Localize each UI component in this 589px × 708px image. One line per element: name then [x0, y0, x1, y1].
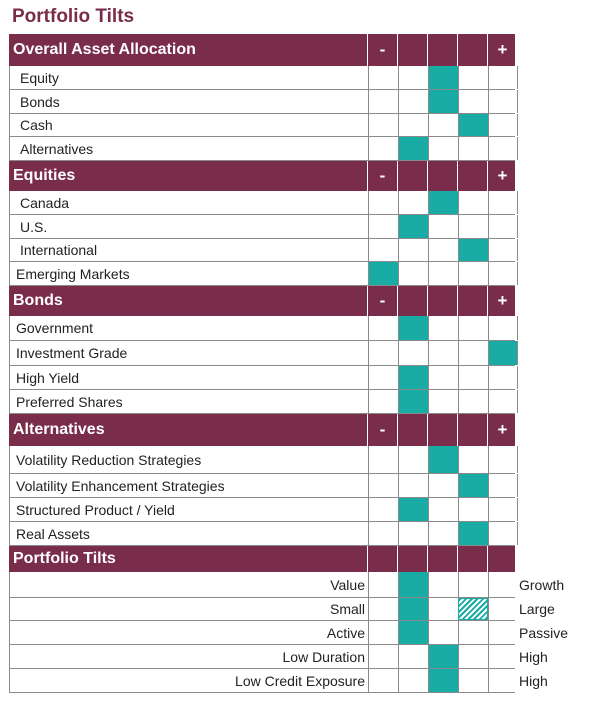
position-marker: [398, 215, 428, 238]
empty-cell: [368, 239, 398, 261]
tilt-row: [9, 645, 548, 669]
allocation-row: [9, 366, 515, 390]
empty-cell: [488, 645, 518, 668]
empty-cell: [368, 645, 398, 668]
row-label: International: [20, 242, 98, 258]
tilt-right-label: Large: [519, 601, 555, 617]
allocation-row: [9, 474, 515, 498]
position-marker: [458, 239, 488, 261]
position-marker: [428, 669, 458, 692]
position-marker: [398, 621, 428, 644]
empty-cell: [458, 498, 488, 521]
position-marker: [458, 114, 488, 136]
empty-cell: [398, 66, 428, 89]
empty-cell: [458, 66, 488, 89]
position-marker: [398, 316, 428, 340]
empty-cell: [488, 474, 518, 497]
empty-cell: [458, 446, 488, 473]
section-header: [9, 414, 515, 446]
allocation-row: [9, 341, 515, 366]
section-header: [9, 161, 515, 191]
overweight-symbol: +: [487, 414, 517, 446]
empty-cell: [368, 114, 398, 136]
header-column-2: [397, 546, 427, 572]
empty-cell: [428, 621, 458, 644]
empty-cell: [488, 522, 518, 545]
section-header-label: Bonds: [13, 292, 63, 309]
allocation-row: [9, 239, 515, 262]
empty-cell: [398, 239, 428, 261]
empty-cell: [488, 191, 518, 214]
empty-cell: [398, 262, 428, 285]
empty-cell: [428, 316, 458, 340]
empty-cell: [368, 191, 398, 214]
empty-cell: [368, 598, 398, 620]
allocation-row: [9, 66, 515, 90]
empty-cell: [488, 572, 518, 597]
overweight-symbol: +: [487, 161, 517, 191]
tilt-row: [9, 572, 565, 598]
allocation-row: [9, 215, 515, 239]
empty-cell: [488, 316, 518, 340]
empty-cell: [428, 390, 458, 413]
position-marker: [398, 390, 428, 413]
empty-cell: [458, 262, 488, 285]
page-title: Portfolio Tilts: [12, 6, 135, 27]
position-marker: [398, 598, 428, 620]
row-label: Emerging Markets: [16, 265, 130, 282]
empty-cell: [368, 66, 398, 89]
row-label: Real Assets: [16, 525, 90, 542]
position-marker: [488, 341, 518, 365]
allocation-row: [9, 522, 515, 546]
allocation-row: [9, 114, 515, 137]
empty-cell: [488, 215, 518, 238]
empty-cell: [368, 137, 398, 160]
position-marker: [398, 137, 428, 160]
empty-cell: [428, 114, 458, 136]
row-label: Volatility Reduction Strategies: [16, 451, 202, 468]
allocation-row: [9, 262, 515, 286]
empty-cell: [458, 215, 488, 238]
empty-cell: [458, 572, 488, 597]
header-column-2: [397, 161, 427, 191]
empty-cell: [398, 645, 428, 668]
position-marker: [428, 446, 458, 473]
section-header-label: Overall Asset Allocation: [13, 41, 196, 58]
empty-cell: [488, 598, 518, 620]
position-marker: [368, 262, 398, 285]
header-column-3: [427, 414, 457, 446]
position-marker: [428, 66, 458, 89]
row-label: Volatility Enhancement Strategies: [16, 477, 225, 494]
empty-cell: [428, 498, 458, 521]
empty-cell: [488, 621, 518, 644]
tilt-left-label: Low Duration: [282, 648, 365, 665]
empty-cell: [458, 341, 488, 365]
empty-cell: [368, 215, 398, 238]
empty-cell: [488, 669, 518, 692]
empty-cell: [428, 474, 458, 497]
empty-cell: [368, 341, 398, 365]
section-header: [9, 286, 515, 316]
position-marker: [458, 522, 488, 545]
underweight-symbol: -: [367, 414, 397, 446]
target-marker: [458, 598, 488, 620]
allocation-row: [9, 90, 515, 114]
empty-cell: [488, 239, 518, 261]
row-label: Investment Grade: [16, 345, 128, 361]
empty-cell: [488, 366, 518, 389]
header-column-1: [367, 546, 397, 572]
position-marker: [428, 191, 458, 214]
empty-cell: [368, 522, 398, 545]
empty-cell: [488, 90, 518, 113]
tilt-right-label: High: [519, 648, 548, 665]
header-column-3: [427, 34, 457, 66]
underweight-symbol: -: [367, 161, 397, 191]
header-column-4: [457, 546, 487, 572]
empty-cell: [398, 341, 428, 365]
empty-cell: [368, 316, 398, 340]
underweight-symbol: -: [367, 34, 397, 66]
empty-cell: [428, 137, 458, 160]
empty-cell: [458, 621, 488, 644]
header-column-2: [397, 414, 427, 446]
empty-cell: [458, 137, 488, 160]
tilt-left-label: Low Credit Exposure: [235, 672, 365, 689]
empty-cell: [428, 522, 458, 545]
position-marker: [458, 474, 488, 497]
header-column-4: [457, 34, 487, 66]
empty-cell: [458, 645, 488, 668]
header-column-5: [487, 546, 517, 572]
position-marker: [428, 645, 458, 668]
row-label: Government: [16, 320, 94, 336]
header-column-3: [427, 546, 457, 572]
empty-cell: [428, 366, 458, 389]
row-label: Bonds: [20, 93, 60, 110]
row-label: Cash: [20, 117, 53, 133]
tilt-right-label: Passive: [519, 624, 569, 641]
empty-cell: [488, 137, 518, 160]
empty-cell: [428, 215, 458, 238]
empty-cell: [488, 390, 518, 413]
row-label: High Yield: [16, 369, 80, 386]
allocation-row: [9, 191, 515, 215]
row-label: Canada: [20, 194, 70, 211]
position-marker: [398, 572, 428, 597]
empty-cell: [398, 191, 428, 214]
empty-cell: [398, 522, 428, 545]
header-column-3: [427, 161, 457, 191]
header-column-4: [457, 286, 487, 316]
empty-cell: [368, 498, 398, 521]
overweight-symbol: +: [487, 286, 517, 316]
empty-cell: [368, 390, 398, 413]
empty-cell: [368, 669, 398, 692]
empty-cell: [398, 114, 428, 136]
section-header: [9, 34, 515, 66]
allocation-row: [9, 390, 515, 414]
allocation-row: [9, 316, 515, 341]
empty-cell: [488, 66, 518, 89]
empty-cell: [368, 446, 398, 473]
empty-cell: [488, 262, 518, 285]
tilt-row: [9, 621, 569, 645]
allocation-row: [9, 137, 515, 161]
empty-cell: [368, 474, 398, 497]
allocation-grid: [9, 34, 569, 693]
empty-cell: [368, 621, 398, 644]
tilt-row: [9, 669, 548, 693]
empty-cell: [458, 669, 488, 692]
overweight-symbol: +: [487, 34, 517, 66]
tilt-left-label: Active: [326, 624, 365, 641]
row-label: Structured Product / Yield: [16, 501, 175, 518]
position-marker: [428, 90, 458, 113]
header-column-2: [397, 34, 427, 66]
empty-cell: [428, 341, 458, 365]
section-header-label: Equities: [13, 167, 76, 184]
empty-cell: [488, 446, 518, 473]
empty-cell: [488, 114, 518, 136]
allocation-row: [9, 498, 515, 522]
header-column-3: [427, 286, 457, 316]
underweight-symbol: -: [367, 286, 397, 316]
header-column-2: [397, 286, 427, 316]
empty-cell: [398, 474, 428, 497]
tilt-right-label: Growth: [519, 576, 565, 593]
tilt-right-label: High: [519, 672, 548, 689]
empty-cell: [428, 239, 458, 261]
empty-cell: [398, 90, 428, 113]
empty-cell: [428, 572, 458, 597]
empty-cell: [458, 316, 488, 340]
empty-cell: [458, 366, 488, 389]
empty-cell: [428, 262, 458, 285]
empty-cell: [368, 366, 398, 389]
position-marker: [398, 366, 428, 389]
row-label: Alternatives: [20, 140, 94, 157]
section-header-label: Portfolio Tilts: [13, 550, 116, 567]
empty-cell: [368, 90, 398, 113]
section-header: [9, 546, 515, 572]
position-marker: [398, 498, 428, 521]
empty-cell: [368, 572, 398, 597]
empty-cell: [458, 390, 488, 413]
tilt-left-label: Value: [330, 576, 365, 593]
empty-cell: [398, 446, 428, 473]
allocation-row: [9, 446, 515, 474]
section-header-label: Alternatives: [13, 421, 105, 438]
empty-cell: [458, 90, 488, 113]
empty-cell: [398, 669, 428, 692]
row-label: Preferred Shares: [16, 393, 123, 410]
header-column-4: [457, 414, 487, 446]
empty-cell: [458, 191, 488, 214]
header-column-4: [457, 161, 487, 191]
tilt-left-label: Small: [329, 601, 365, 617]
tilt-row: [9, 598, 555, 621]
row-label: Equity: [20, 69, 59, 86]
empty-cell: [488, 498, 518, 521]
empty-cell: [428, 598, 458, 620]
row-label: U.S.: [20, 218, 48, 235]
